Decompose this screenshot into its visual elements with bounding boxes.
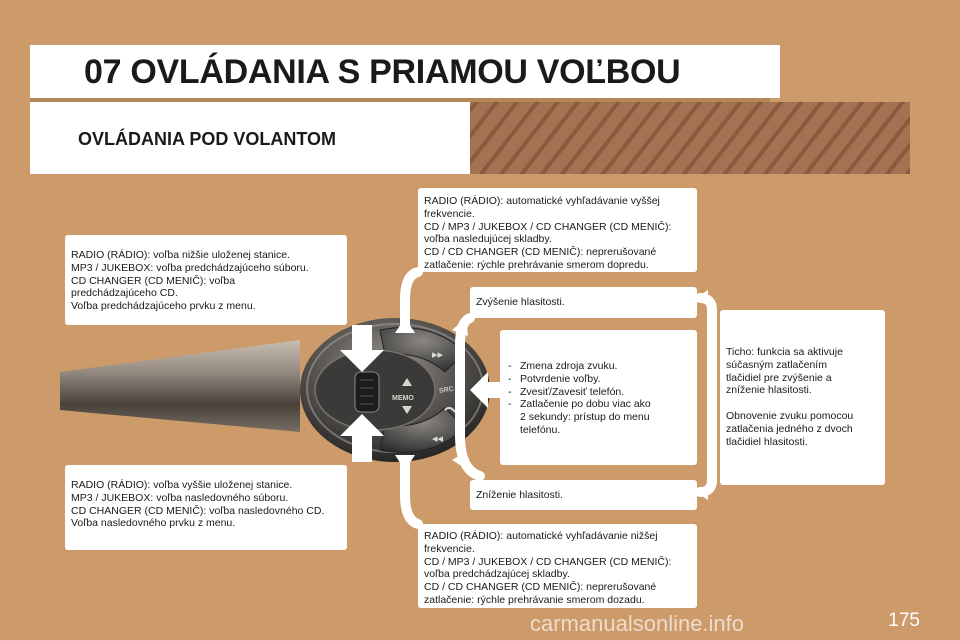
section-subtitle: OVLÁDANIA POD VOLANTOM (78, 129, 337, 149)
callout-volume-up (470, 287, 697, 318)
list-item: - Zmena zdroja zvuku. (508, 360, 691, 373)
callout-volume-up-text: Zvýšenie hlasitosti. (476, 296, 565, 308)
scroll-wheel (355, 372, 379, 412)
memo-label: MEMO (392, 395, 414, 402)
control-stalk (60, 340, 300, 432)
mute-up-connector (700, 298, 712, 492)
callout-source-button (500, 330, 697, 465)
callout-volume-down-text: Zníženie hlasitosti. (476, 489, 563, 501)
callout-previous (65, 235, 347, 325)
callout-seek-up-text: RADIO (RÁDIO): automatické vyhľadávanie vyššej frekvencie. CD / MP3 / JUKEBOX / CD CHANGER (CD MENIČ): voľba nasledujúcej skladby. CD / CD CHANGER (CD MENIČ): neprerušované zatlačenie: rýchle prehrávanie smerom dopredu. (424, 195, 672, 271)
list-item: - Zatlačenie po dobu viac ako 2 sekundy: prístup do menu telefónu. (508, 398, 691, 436)
rewind-icon: ◂◂ (432, 432, 444, 445)
seek-down-connector (405, 460, 418, 524)
callout-volume-down (470, 480, 697, 510)
callout-seek-up (418, 188, 697, 272)
callout-unmute-text: Obnovenie zvuku pomocou zatlačenia jedného z dvoch tlačidiel hlasitosti. (726, 410, 854, 448)
list-item: - Potvrdenie voľby. (508, 373, 691, 386)
page-title: 07 OVLÁDANIA S PRIAMOU VOĽBOU (84, 53, 681, 91)
page-number: 175 (888, 610, 920, 631)
callout-mute (720, 310, 885, 485)
source-button-functions (508, 360, 691, 437)
callout-next-text: RADIO (RÁDIO): voľba vyššie uloženej stanice. MP3 / JUKEBOX: voľba nasledovného súboru. CD CHANGER (CD MENIČ): voľba nasledovného CD. Voľba nasledovného prvku z menu. (71, 479, 325, 530)
callout-previous-text: RADIO (RÁDIO): voľba nižšie uloženej stanice. MP3 / JUKEBOX: voľba predchádzajúceho súboru. CD CHANGER (CD MENIČ): voľba predchádzajúceho CD. Voľba predchádzajúceho prvku z menu. (71, 249, 309, 313)
callout-seek-down-text: RADIO (RÁDIO): automatické vyhľadávanie nižšej frekvencie. CD / MP3 / JUKEBOX / CD CHANGER (CD MENIČ): voľba predchádzajúcej skladby. CD / CD CHANGER (CD MENIČ): neprerušované zatlačenie: rýchle prehrávanie smerom dozadu. (424, 530, 672, 606)
callout-seek-down (418, 524, 697, 608)
callout-mute-text: Ticho: funkcia sa aktivuje súčasným zatlačením tlačidiel pre zvýšenie a zníženie hlasitosti. (726, 346, 843, 397)
callout-next (65, 465, 347, 550)
fast-forward-icon: ▸▸ (432, 348, 444, 361)
list-item: - Zvesiť/Zavesiť telefón. (508, 386, 691, 399)
src-label: SRC (438, 385, 455, 395)
watermark: carmanualsonline.info (530, 611, 745, 636)
